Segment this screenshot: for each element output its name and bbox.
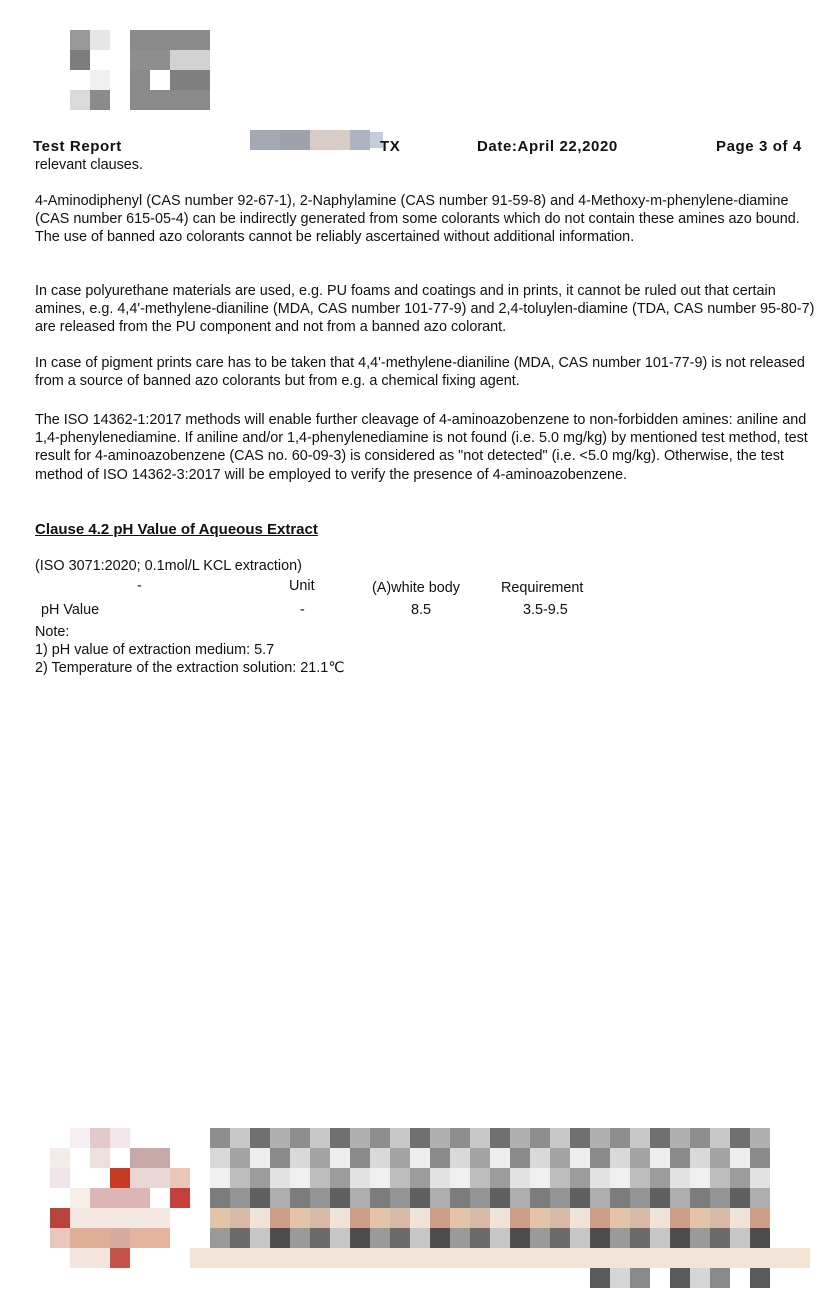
table-header-requirement: Requirement: [501, 580, 584, 596]
report-number-redacted: [250, 130, 383, 150]
company-logo-redacted: [68, 30, 213, 112]
table-header-unit: Unit: [289, 578, 315, 594]
signature-block-redacted: [210, 1128, 810, 1292]
note-title: Note:: [35, 624, 70, 640]
paragraph-iso-method: The ISO 14362-1:2017 methods will enable further cleavage of 4-aminoazobenzene to non-forbidden amines: aniline and 1,4-phenylenediamine. If aniline and/or 1,4-phenylenediamine is not found (i.e. 5.0 mg/kg) by mentioned test method, test result for 4-aminoazobenzene (CAS no. 60-09-3) is considered as "not detected" (i.e. <5.0 mg/kg). Otherwise, the test method of ISO 14362-3:2017 will be employed to verify the presence of 4-aminoazobenzene.: [35, 412, 808, 483]
table-header-dash: -: [137, 578, 142, 594]
table-cell-parameter: pH Value: [41, 602, 100, 618]
table-cell-result: 8.5: [411, 602, 432, 618]
note-item-2: 2) Temperature of the extraction solution: 21.1℃: [35, 660, 345, 676]
paragraph-pigment-prints: In case of pigment prints care has to be taken that 4,4'-methylene-dianiline (MDA, CAS number 101-77-9) is not released from a source of banned azo colorants but from e.g. a chemical fixing agent.: [35, 355, 805, 390]
intro-fragment: relevant clauses.: [35, 157, 143, 173]
paragraph-polyurethane: In case polyurethane materials are used, e.g. PU foams and coatings and in prints, it cannot be ruled out that certain amines, e.g. 4,4'-methylene-dianiline (MDA, CAS number 101-77-9) and 2,4-toluylen-diamine (TDA, CAS number 95-80-7) are released from the PU component and not from a banned azo colorant.: [35, 283, 815, 336]
table-cell-unit: -: [300, 602, 305, 618]
page-number: Page 3 of 4: [716, 138, 802, 155]
table-cell-requirement: 3.5-9.5: [523, 602, 568, 618]
test-method: (ISO 3071:2020; 0.1mol/L KCL extraction): [35, 558, 302, 574]
report-title: Test Report: [33, 138, 122, 155]
report-number-suffix: TX: [380, 138, 401, 155]
report-date: Date:April 22,2020: [477, 138, 618, 155]
note-item-1: 1) pH value of extraction medium: 5.7: [35, 642, 275, 658]
clause-title: Clause 4.2 pH Value of Aqueous Extract: [35, 521, 318, 538]
stamp-redacted: [50, 1128, 190, 1268]
paragraph-amines: 4-Aminodiphenyl (CAS number 92-67-1), 2-Naphylamine (CAS number 91-59-8) and 4-Methoxy-m-phenylene-diamine (CAS number 615-05-4) can be indirectly generated from some colorants which do not contain these amines azo bound. The use of banned azo colorants cannot be reliably ascertained without additional information.: [35, 193, 800, 246]
table-header-sample: (A)white body: [372, 580, 460, 596]
